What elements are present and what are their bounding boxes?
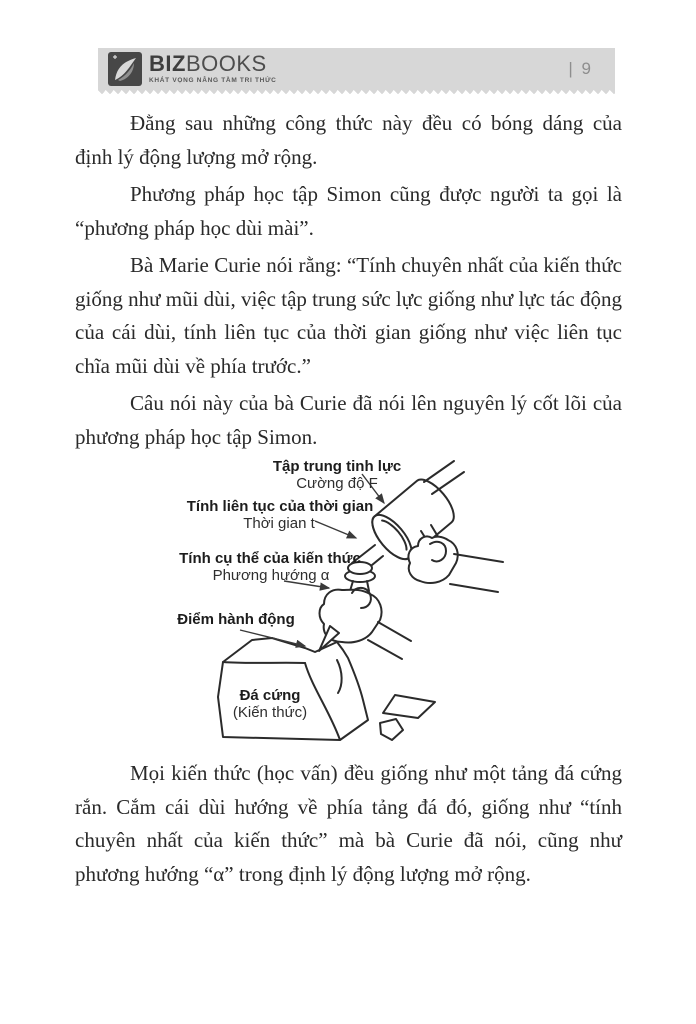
page-number: | 9 (568, 59, 593, 78)
label-hard-rock: Đá cứng (239, 687, 301, 704)
label-action-point: Điểm hành động (177, 611, 295, 628)
paragraph: Mọi kiến thức (học vấn) đều giống như một tảng đá cứng rắn. Cắm cái dùi hướng về phía tảng đá đó, giống như “tính chuyên nhất của kiến thức” mà bà Curie đã nói, cũng như phương hướng “α” trong định lý động lượng mở rộng. (75, 761, 622, 886)
paragraph: Câu nói này của bà Curie đã nói lên nguyên lý cốt lõi của phương pháp học tập Simon. (75, 391, 622, 449)
paragraph: Đằng sau những công thức này đều có bóng dáng của định lý động lượng mở rộng. (75, 111, 622, 169)
label-direction-alpha: Phương hướng α (212, 567, 330, 584)
brand-name (149, 53, 277, 75)
brand (108, 52, 277, 86)
label-concentrate-energy: Tập trung tinh lực (272, 458, 402, 475)
brand-name-books: BOOKS (185, 51, 267, 77)
page-header (98, 48, 615, 90)
label-knowledge: (Kiến thức) (232, 704, 308, 721)
body-text-bottom (75, 757, 622, 895)
bizbooks-logo-icon (108, 52, 142, 86)
hammer-hand-drawing (408, 536, 503, 592)
brand-name-biz: BIZ (149, 51, 186, 77)
rock-fragments-drawing (380, 695, 435, 740)
paragraph: Bà Marie Curie nói rằng: “Tính chuyên nhất của kiến thức giống như mũi dùi, việc tập trung sức lực giống như lực tác động của cái dùi, tính liên tục của thời gian giống như việc liên tục chĩa mũi dùi về phía trước.” (75, 253, 622, 378)
brand-tagline: KHÁT VỌNG NÂNG TẦM TRI THỨC (149, 77, 277, 85)
label-intensity-f: Cường độ F (296, 475, 378, 492)
label-time-continuity: Tính liên tục của thời gian (186, 498, 374, 515)
hammer-chisel-rock-figure (80, 450, 625, 762)
label-knowledge-specificity: Tính cụ thể của kiến thức (179, 550, 361, 567)
label-time-t: Thời gian t (243, 515, 315, 532)
paragraph: Phương pháp học tập Simon cũng được người ta gọi là “phương pháp học dùi mài”. (75, 182, 622, 240)
body-text-top (75, 107, 622, 458)
